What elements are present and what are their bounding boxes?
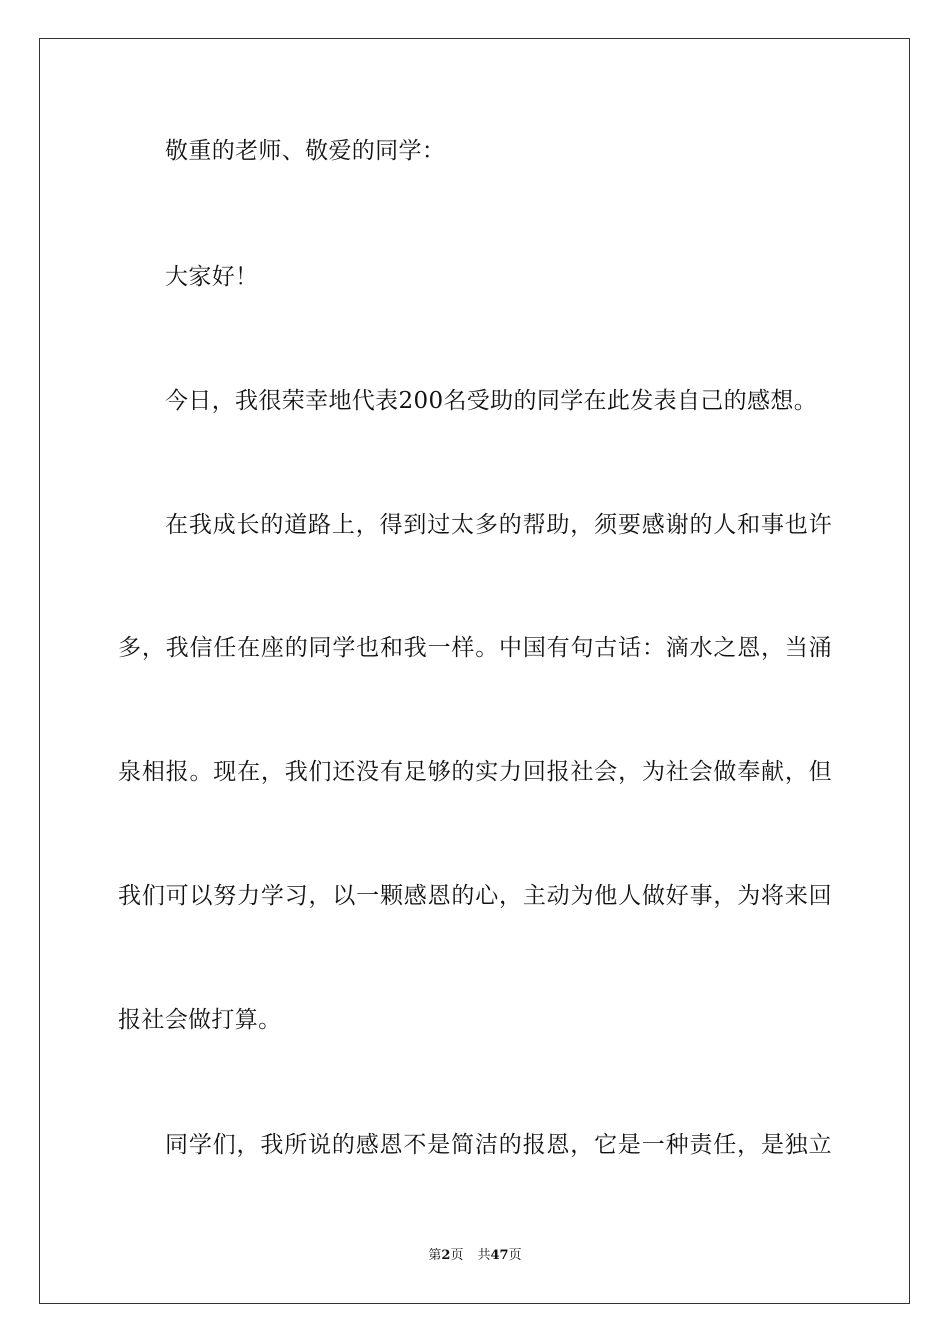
- page-frame: [39, 38, 910, 1304]
- paragraph-2-line-3: 泉相报。现在，我们还没有足够的实力回报社会，为社会做奉献，但: [118, 759, 832, 785]
- paragraph-3-line-1: 同学们，我所说的感恩不是简洁的报恩，它是一种责任，是独立: [165, 1132, 832, 1158]
- greeting-line: 敬重的老师、敬爱的同学：: [165, 138, 446, 164]
- total-pages: 47: [490, 1248, 509, 1263]
- total-prefix: 共: [477, 1248, 491, 1263]
- paragraph-1: 今日，我很荣幸地代表200名受助的同学在此发表自己的感想。: [165, 388, 818, 414]
- paragraph-2-line-2: 多，我信任在座的同学也和我一样。中国有句古话：滴水之恩，当涌: [118, 635, 832, 661]
- page-suffix: 页: [450, 1248, 464, 1263]
- paragraph-2-line-4: 我们可以努力学习，以一颗感恩的心，主动为他人做好事，为将来回: [118, 883, 832, 909]
- page-prefix: 第: [428, 1248, 442, 1263]
- page-number: 2: [441, 1248, 451, 1263]
- total-suffix: 页: [508, 1248, 522, 1263]
- hello-line: 大家好！: [165, 264, 259, 290]
- page-footer: [0, 1247, 950, 1265]
- paragraph-2-line-1: 在我成长的道路上，得到过太多的帮助，须要感谢的人和事也许: [165, 512, 832, 538]
- paragraph-2-line-5: 报社会做打算。: [118, 1007, 282, 1033]
